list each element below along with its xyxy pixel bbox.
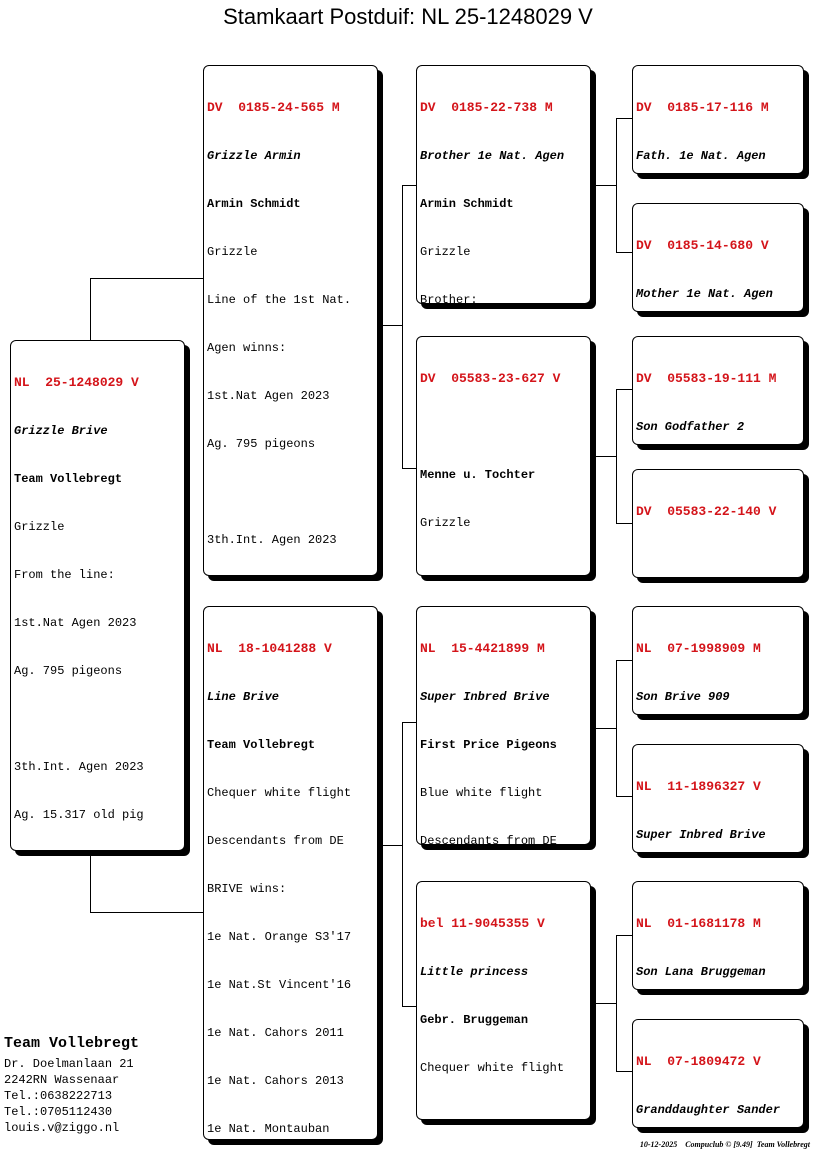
pedigree-card-dss[interactable] [632,606,804,715]
connector-line [594,456,616,457]
pedigree-card-dam-sire[interactable] [416,606,591,845]
info-line: Ag. 795 pigeons [14,664,123,678]
pedigree-card-sire[interactable] [203,65,378,576]
connector-line [402,1006,417,1007]
page-title: Stamkaart Postduif: NL 25-1248029 V [223,4,593,29]
connector-line [402,722,417,723]
info-line: BRIVE wins: [207,882,287,896]
owner-info [4,1034,139,1136]
pigeon-name: Super Inbred Brive [636,828,766,842]
breeder-name: Armin Schmidt [420,197,514,211]
pigeon-name: Mother 1e Nat. Agen [636,287,773,301]
pigeon-name: Fath. 1e Nat. Agen [636,149,766,163]
pedigree-card-sds[interactable] [632,336,804,445]
connector-line [616,796,632,797]
breeder-name: Team Vollebregt [207,738,316,752]
ring-number: NL 07-1998909 M [636,641,761,656]
connector-line [402,185,403,468]
owner-phone: Tel.:0705112430 [4,1105,113,1119]
info-line: From the line: [14,568,115,582]
info-line: Chequer white flight [207,786,352,800]
connector-line [594,1003,616,1004]
connector-line [616,252,632,253]
ring-number: bel 11-9045355 V [420,916,545,931]
ring-number: DV 05583-23-627 V [420,371,561,386]
pigeon-name: Granddaughter Sander [636,1103,781,1117]
pigeon-name: Brother 1e Nat. Agen [420,149,565,163]
connector-line [616,1071,632,1072]
pedigree-card-dds[interactable] [632,881,804,990]
info-line: 1e Nat. Montauban [207,1122,330,1136]
ring-number: DV 0185-17-116 M [636,100,769,115]
connector-line [594,728,616,729]
pedigree-card-sdd[interactable] [632,469,804,578]
ring-number: NL 15-4421899 M [420,641,545,656]
info-line: 1e Nat. Orange S3'17 [207,930,352,944]
info-line: Ag. 795 pigeons [207,437,316,451]
pigeon-name: Grizzle Armin [207,149,301,163]
info-line: Ag. 15.317 old pig [14,808,144,822]
info-line: Blue white flight [420,786,543,800]
info-line: 3th.Int. Agen 2023 [14,760,144,774]
info-line: Descendants from DE [420,834,557,845]
info-line [207,484,374,500]
connector-line [594,185,616,186]
info-line: 1st.Nat Agen 2023 [14,616,137,630]
breeder-name: Armin Schmidt [207,197,301,211]
connector-line [616,935,632,936]
pedigree-card-sire-sire[interactable] [416,65,591,304]
ring-number: NL 07-1809472 V [636,1054,761,1069]
ring-number: DV 05583-22-140 V [636,504,777,519]
connector-line [402,468,417,469]
connector-line [380,325,402,326]
info-line: 1st.Nat Agen 2023 [207,389,330,403]
owner-email[interactable]: louis.v@ziggo.nl [4,1121,120,1135]
ring-number: DV 0185-24-565 M [207,100,340,115]
pigeon-name: Son Brive 909 [636,690,730,704]
info-line: Descendants from DE [207,834,344,848]
connector-line [402,185,417,186]
info-line: Agen winns: [207,341,287,355]
pedigree-card-dsd[interactable] [632,744,804,853]
info-line: 1e Nat. Cahors 2011 [207,1026,344,1040]
pigeon-name: Super Inbred Brive [420,690,550,704]
pedigree-card-ddd[interactable] [632,1019,804,1128]
footer-software: Compuclub © [9.49] [685,1140,753,1149]
connector-line [90,912,204,913]
footer [640,1140,810,1149]
connector-line [616,118,632,119]
breeder-name: Team Vollebregt [14,472,123,486]
pedigree-card-subject[interactable] [10,340,185,851]
info-line: 3th.Int. Agen 2023 [207,533,337,547]
connector-line [616,660,632,661]
pigeon-name [636,552,800,568]
pigeon-name: Son Godfather 2 [636,420,745,434]
info-line: Grizzle [207,245,258,259]
info-line: 1e Nat. Cahors 2013 [207,1074,344,1088]
owner-city: 2242RN Wassenaar [4,1073,120,1087]
ring-number: NL 01-1681178 M [636,916,761,931]
ring-number: NL 18-1041288 V [207,641,332,656]
connector-line [402,722,403,1006]
footer-date: 10-12-2025 [639,1140,678,1149]
info-line [14,711,181,727]
connector-line [380,845,402,846]
connector-line [616,935,617,1071]
pigeon-name: Little princess [420,965,529,979]
breeder-name: Menne u. Tochter [420,468,536,482]
pedigree-card-sss[interactable] [632,65,804,174]
owner-phone: Tel.:0638222713 [4,1089,113,1103]
connector-line [616,389,617,523]
ring-number: DV 05583-19-111 M [636,371,777,386]
pigeon-name [420,419,587,435]
connector-line [616,118,617,252]
connector-line [616,660,617,796]
connector-line [616,523,632,524]
pigeon-name: Grizzle Brive [14,424,108,438]
connector-line [616,389,632,390]
pigeon-name: Line Brive [207,690,280,704]
connector-line [90,278,204,279]
ring-number: DV 0185-14-680 V [636,238,769,253]
pedigree-card-dam-dam[interactable] [416,881,591,1120]
pedigree-card-dam[interactable] [203,606,378,1140]
pedigree-card-ssd[interactable] [632,203,804,312]
connector-line [90,278,91,340]
info-line: 1e Nat.St Vincent'16 [207,978,352,992]
pedigree-card-sire-dam[interactable] [416,336,591,576]
info-line: Grizzle [420,516,471,530]
ring-number: DV 0185-22-738 M [420,100,553,115]
info-line: Grizzle [14,520,65,534]
breeder-name: Gebr. Bruggeman [420,1013,529,1027]
info-line: Chequer white flight [420,1061,565,1075]
pigeon-name: Son Lana Bruggeman [636,965,766,979]
breeder-name: First Price Pigeons [420,738,557,752]
owner-address: Dr. Doelmanlaan 21 [4,1057,134,1071]
connector-line [90,856,91,912]
ring-number: NL 11-1896327 V [636,779,761,794]
ring-number: NL 25-1248029 V [14,375,139,390]
info-line: Line of the 1st Nat. [207,293,352,307]
info-line: Grizzle [420,245,471,259]
info-line: Brother: [420,293,478,304]
owner-name: Team Vollebregt [4,1035,140,1052]
footer-owner: Team Vollebregt [756,1140,810,1149]
